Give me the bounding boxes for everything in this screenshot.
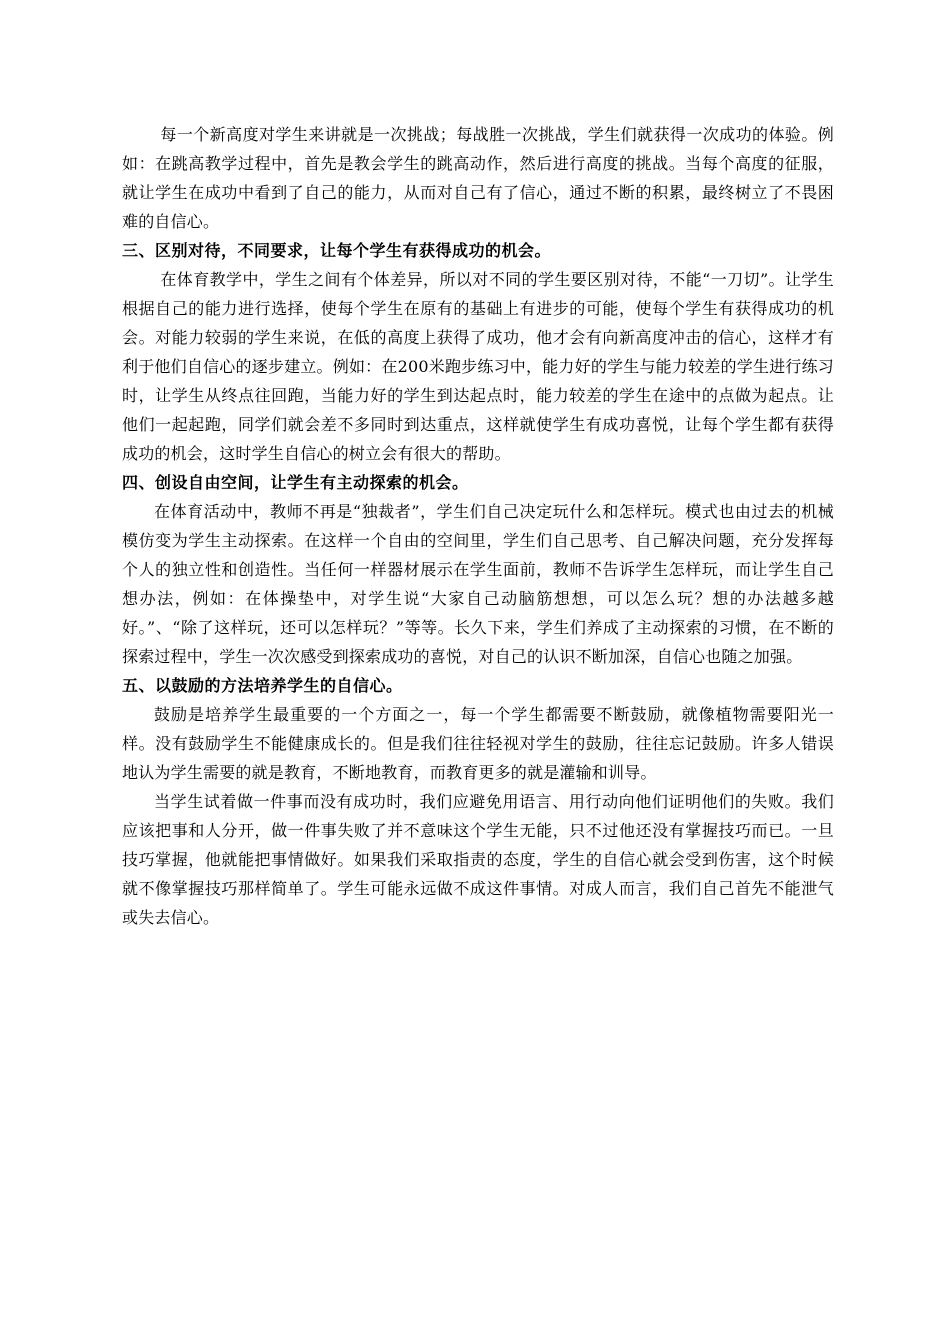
paragraph-differentiation: 在体育教学中，学生之间有个体差异，所以对不同的学生要区别对待，不能“一刀切”。让学生根据自己的能力进行选择，使每个学生在原有的基础上有进步的可能，使每个学生有获得成功的机会。对能力较弱的学生来说，在低的高度上获得了成功，他才会有向新高度冲击的信心，这样才有利于他们自信心的逐步建立。例如：在200米跑步练习中，能力好的学生与能力较差的学生进行练习时，让学生从终点往回跑，当能力好的学生到达起点时，能力较差的学生在途中的点做为起点。让他们一起起跑，同学们就会差不多同时到达重点，这样就使学生有成功喜悦，让每个学生都有获得成功的机会，这时学生自信心的树立会有很大的帮助。 — [122, 270, 834, 463]
paragraph-challenge: 每一个新高度对学生来讲就是一次挑战；每战胜一次挑战，学生们就获得一次成功的体验。例如：在跳高教学过程中，首先是教会学生的跳高动作，然后进行高度的挑战。当每个高度的征服，就让学生在成功中看到了自己的能力，从而对自己有了信心，通过不断的积累，最终树立了不畏困难的自信心。 — [122, 125, 834, 231]
document-page — [122, 120, 834, 932]
heading-section-4: 四、创设自由空间，让学生有主动探索的机会。 — [122, 473, 469, 492]
paragraph-failure: 当学生试着做一件事而没有成功时，我们应避免用语言、用行动向他们证明他们的失败。我们应该把事和人分开，做一件事失败了并不意味这个学生无能，只不过他还没有掌握技巧而已。一旦技巧掌握，他就能把事情做好。如果我们采取指责的态度，学生的自信心就会受到伤害，这个时候就不像掌握技巧那样简单了。学生可能永远做不成这件事情。对成人而言，我们自己首先不能泄气或失去信心。 — [122, 792, 834, 927]
paragraph-encouragement: 鼓励是培养学生最重要的一个方面之一，每一个学生都需要不断鼓励，就像植物需要阳光一样。没有鼓励学生不能健康成长的。但是我们往往轻视对学生的鼓励，往往忘记鼓励。许多人错误地认为学生需要的就是教育，不断地教育，而教育更多的就是灌输和训导。 — [122, 705, 834, 782]
heading-section-5: 五、以鼓励的方法培养学生的自信心。 — [122, 676, 403, 695]
paragraph-free-space: 在体育活动中，教师不再是“独裁者”，学生们自己决定玩什么和怎样玩。模式也由过去的机械模仿变为学生主动探索。在这样一个自由的空间里，学生们自己思考、自己解决问题，充分发挥每个人的独立性和创造性。当任何一样器材展示在学生面前，教师不告诉学生怎样玩，而让学生自己想办法，例如：在体操垫中，对学生说“大家自己动脑筋想想，可以怎么玩？想的办法越多越好。”、“除了这样玩，还可以怎样玩？”等等。长久下来，学生们养成了主动探索的习惯，在不断的探索过程中，学生一次次感受到探索成功的喜悦，对自己的认识不断加深，自信心也随之加强。 — [122, 502, 834, 666]
heading-section-3: 三、区别对待，不同要求，让每个学生有获得成功的机会。 — [122, 241, 552, 260]
